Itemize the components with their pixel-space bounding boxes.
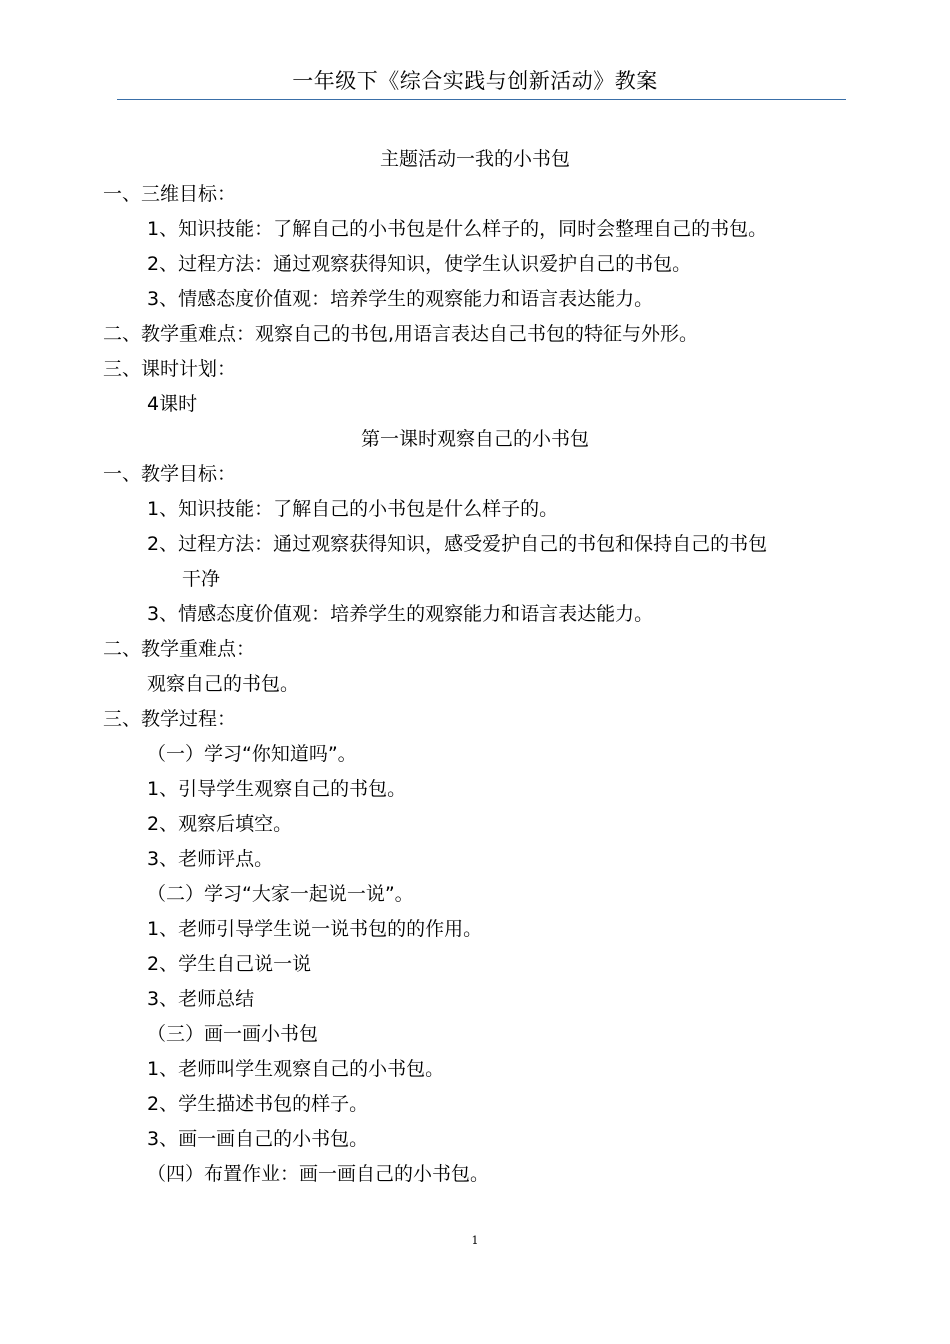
line-step-2-3: 3、老师总结	[147, 988, 255, 1010]
line-goal-attitude: 3、情感态度价值观：培养学生的观察能力和语言表达能力。	[147, 288, 654, 310]
line-lesson-goal-process: 2、过程方法：通过观察获得知识，感受爱护自己的书包和保持自己的书包	[147, 533, 768, 555]
line-heading-schedule: 三、课时计划：	[103, 358, 237, 380]
line-goal-knowledge: 1、知识技能：了解自己的小书包是什么样子的，同时会整理自己的书包。	[147, 218, 768, 240]
header-divider	[117, 99, 846, 100]
line-step-3-1: 1、老师叫学生观察自己的小书包。	[147, 1058, 445, 1080]
line-step-1-3: 3、老师评点。	[147, 848, 274, 870]
line-lesson-key-point: 观察自己的书包。	[147, 673, 300, 695]
document-body	[0, 142, 950, 1192]
line-step-4-homework: （四）布置作业：画一画自己的小书包。	[147, 1163, 490, 1185]
page-number: 1	[471, 1234, 479, 1247]
line-lesson-goal-knowledge: 1、知识技能：了解自己的小书包是什么样子的。	[147, 498, 559, 520]
line-step-2-2: 2、学生自己说一说	[147, 953, 312, 975]
line-heading-lesson-key-points: 二、教学重难点：	[103, 638, 256, 660]
line-step-2: （二）学习“大家一起说一说”。	[147, 883, 414, 905]
line-step-3: （三）画一画小书包	[147, 1023, 319, 1045]
line-step-1-2: 2、观察后填空。	[147, 813, 293, 835]
line-lesson-title: 第一课时观察自己的小书包	[360, 428, 589, 450]
line-step-3-3: 3、画一画自己的小书包。	[147, 1128, 369, 1150]
line-step-1: （一）学习“你知道吗”。	[147, 743, 357, 765]
line-schedule-value: 4课时	[147, 393, 198, 415]
line-step-3-2: 2、学生描述书包的样子。	[147, 1093, 369, 1115]
line-heading-process: 三、教学过程：	[103, 708, 237, 730]
line-lesson-goal-process-cont: 干净	[182, 568, 221, 590]
line-section-title: 主题活动一我的小书包	[379, 148, 570, 170]
line-heading-goals: 一、三维目标：	[103, 183, 237, 205]
line-step-2-1: 1、老师引导学生说一说书包的的作用。	[147, 918, 483, 940]
line-goal-process: 2、过程方法：通过观察获得知识，使学生认识爱护自己的书包。	[147, 253, 692, 275]
line-lesson-goal-attitude: 3、情感态度价值观：培养学生的观察能力和语言表达能力。	[147, 603, 654, 625]
document-header-title: 一年级下《综合实践与创新活动》教案	[292, 69, 658, 93]
line-step-1-1: 1、引导学生观察自己的书包。	[147, 778, 407, 800]
line-heading-teaching-goals: 一、教学目标：	[103, 463, 237, 485]
line-heading-key-points: 二、教学重难点：观察自己的书包,用语言表达自己书包的特征与外形。	[103, 323, 699, 345]
